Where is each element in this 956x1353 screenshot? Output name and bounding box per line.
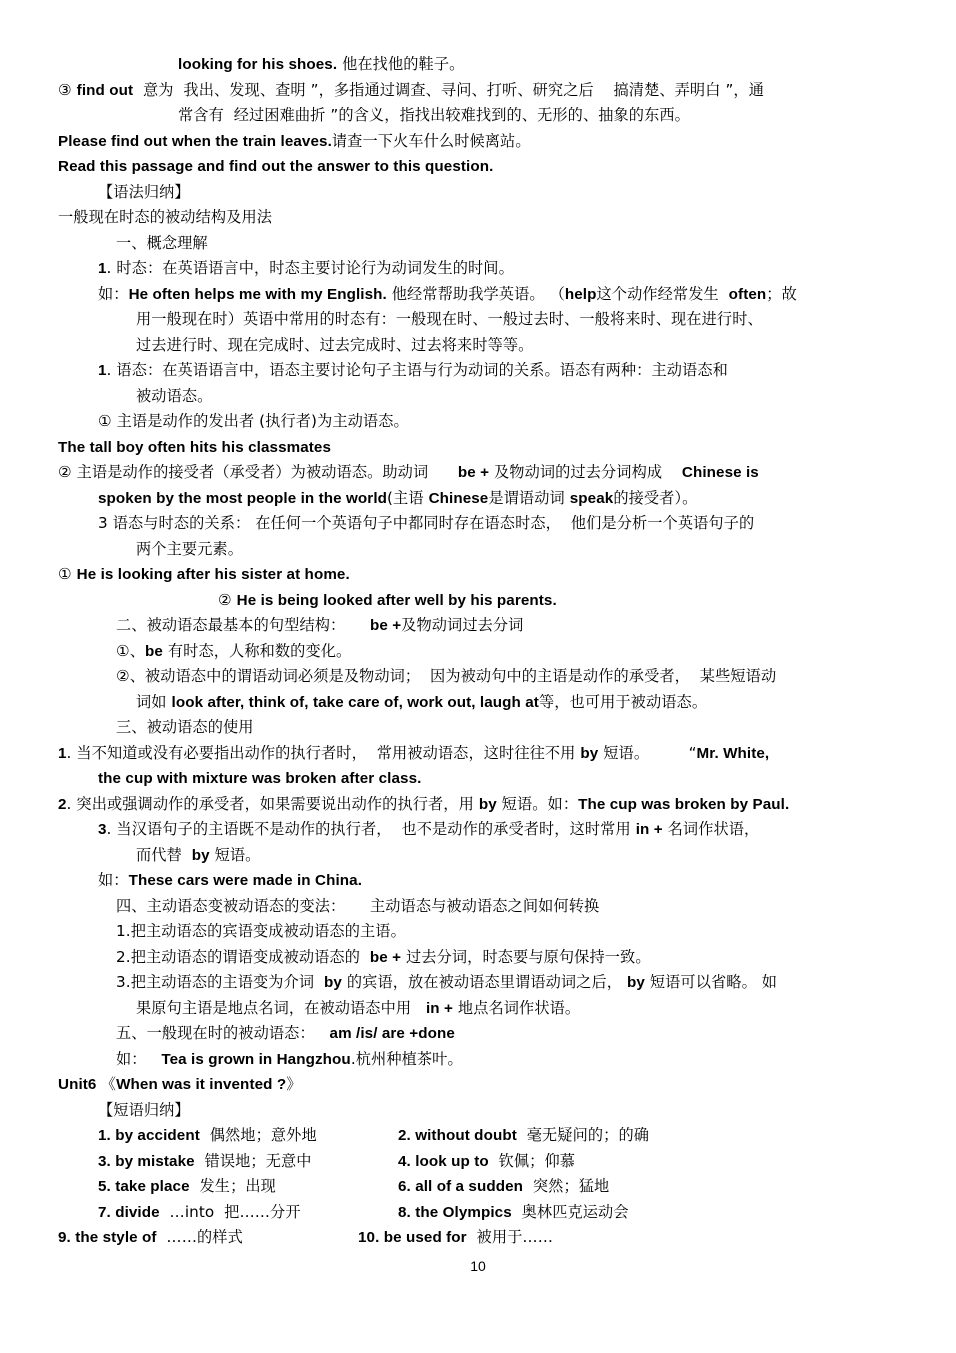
text-line — [58, 78, 910, 104]
phrase-row — [58, 1200, 910, 1226]
text-line — [58, 970, 910, 996]
text-line — [58, 766, 910, 792]
text-run: ；故 — [766, 284, 797, 303]
text-run: 1.把主动语态的宾语变成被动语态的主语。 — [116, 922, 406, 940]
phrase-list — [58, 1123, 910, 1251]
phrase-english: the style of — [75, 1229, 157, 1246]
phrase-english: by accident — [115, 1127, 200, 1144]
text-run: 【短语归纳】 — [98, 1100, 190, 1119]
text-run-bold: . — [332, 56, 338, 73]
phrase-chinese: 错误地；无意中 — [194, 1151, 312, 1170]
text-run: 的接受者）。 — [613, 488, 698, 507]
text-line — [58, 409, 910, 435]
text-run: 词如 — [136, 692, 172, 711]
text-run: 搞清楚、弄明白 ”，通 — [613, 80, 764, 99]
text-run: 【语法归纳】 — [98, 182, 190, 201]
text-line — [58, 486, 910, 512]
phrase-chinese: 被用于…… — [466, 1228, 553, 1246]
text-run-bold: Tea is grown in Hangzhou — [161, 1050, 351, 1068]
text-run-bold: 3 — [98, 821, 107, 838]
phrase-chinese: …into 把……分开 — [159, 1202, 301, 1221]
phrase-row — [58, 1174, 910, 1200]
phrase-row — [58, 1123, 910, 1149]
text-run-bold: be + — [369, 617, 402, 634]
text-line — [58, 333, 910, 359]
text-run — [367, 744, 377, 762]
text-run — [594, 81, 614, 99]
text-line — [58, 715, 910, 741]
text-run: 是谓语动词 — [488, 488, 570, 507]
text-run: ② 主语是动作的接受者（承受者）为被动语态。助动词 — [58, 463, 429, 481]
text-run-bold: often — [728, 285, 767, 303]
phrase-english: all of a sudden — [415, 1178, 524, 1195]
text-run: 意为 我出、发现、查明 ”，多指通过调查、寻问、打听、研究之后 — [133, 80, 594, 99]
text-line — [58, 741, 910, 767]
text-line — [58, 664, 910, 690]
text-run-bold: by — [626, 974, 645, 991]
text-run: 一般现在时态的被动结构及用法 — [58, 208, 273, 226]
phrase-entry-left — [58, 1149, 398, 1175]
text-run: 而代替 — [136, 845, 192, 864]
text-run — [411, 999, 426, 1017]
text-line — [58, 511, 910, 537]
text-run: 三、被动语态的使用 — [116, 718, 254, 736]
text-line — [58, 613, 910, 639]
text-run: 及物动词的过去分词构成 — [489, 463, 663, 481]
text-run: . 语态：在英语语言中，语态主要讨论句子主语与行为动词的关系。语态有两种：主动语态和 — [106, 361, 728, 379]
text-line — [58, 537, 910, 563]
text-run: ②、被动语态中的谓语动词必须是及物动词； — [116, 667, 421, 685]
phrase-row — [58, 1225, 910, 1251]
text-line — [58, 256, 910, 282]
text-run — [420, 667, 430, 685]
text-run: 也不是动作的承受者时，这时常用 — [401, 820, 636, 838]
text-run: 主动语态与被动语态之间如何转换 — [369, 896, 600, 915]
text-line — [58, 588, 910, 614]
text-run-bold: When was it invented ? — [116, 1076, 287, 1093]
text-line — [58, 919, 910, 945]
text-run-bold: Mr. White, — [696, 744, 770, 762]
text-run: 因为被动句中的主语是动作的承受者， — [430, 667, 690, 685]
phrase-number: 10. — [358, 1229, 384, 1246]
text-run: . 突出或强调动作的承受者，如果需要说出动作的执行者，用 — [66, 794, 479, 813]
text-run-bold: Unit6 — [58, 1076, 101, 1093]
text-line — [58, 435, 910, 461]
text-line — [58, 358, 910, 384]
text-run: 3 语态与时态的关系： 在任何一个英语句子中都同时存在语态时态， — [98, 514, 561, 532]
text-line — [58, 460, 910, 486]
text-line — [58, 154, 910, 180]
phrase-english: divide — [115, 1203, 160, 1221]
text-run: . 当不知道或没有必要指出动作的执行者时， — [66, 743, 367, 762]
text-run: 被动语态。 — [136, 386, 213, 405]
phrase-chinese: 毫无疑问的；的确 — [516, 1126, 650, 1144]
text-run-bold: He often helps me with my English. — [128, 285, 387, 303]
text-run: 3.把主动语态的主语变为介词 — [116, 973, 315, 991]
text-run: 名词作状语， — [662, 820, 760, 838]
text-run-bold: by — [191, 846, 210, 864]
text-run: 短语。 — [598, 743, 650, 762]
text-line — [58, 792, 910, 818]
text-line — [58, 129, 910, 155]
text-run: 过去分词，时态要与原句保持一致。 — [401, 947, 651, 966]
text-line — [58, 1021, 910, 1047]
phrase-number: 9. — [58, 1229, 76, 1246]
text-line — [58, 817, 910, 843]
text-line — [58, 52, 910, 78]
text-line — [58, 894, 910, 920]
text-line — [58, 868, 910, 894]
text-run-bold: He is being looked after well by his parents. — [236, 591, 557, 609]
text-run-bold: 1 — [58, 744, 67, 762]
text-line — [58, 996, 910, 1022]
text-run: ①、 — [116, 641, 146, 660]
text-run: 二、被动语态最基本的句型结构： — [116, 616, 346, 634]
text-line — [58, 1047, 910, 1073]
text-run-bold: in + — [425, 999, 453, 1017]
text-run: 》 — [286, 1075, 302, 1093]
phrase-chinese: ……的样式 — [156, 1228, 243, 1246]
text-run-bold: be — [145, 642, 163, 660]
text-run-bold: 2 — [58, 795, 67, 813]
text-run: 某些短语动 — [699, 667, 777, 685]
text-run: 他们是分析一个英语句子的 — [570, 514, 755, 532]
text-run: ① 主语是动作的发出者 (执行者)为主动语态。 — [98, 412, 409, 430]
text-run-bold: spoken by the most people in the world — [98, 489, 388, 507]
phrase-english: by mistake — [115, 1152, 195, 1170]
text-run: 一、概念理解 — [116, 233, 208, 252]
text-run-bold: . — [327, 132, 332, 150]
text-run: 用一般现在时）英语中常用的时态有：一般现在时、一般过去时、一般将来时、现在进行时、 — [136, 310, 763, 328]
text-line — [58, 282, 910, 308]
text-run: 四、主动语态变被动语态的变法： — [116, 896, 346, 915]
text-line — [58, 103, 910, 129]
text-run-bold: The tall boy often hits his classmates — [58, 438, 332, 456]
text-run: . 当汉语句子的主语既不是动作的执行者， — [106, 820, 392, 838]
phrase-english: look up to — [415, 1152, 489, 1170]
text-run-bold: by — [324, 974, 342, 991]
text-run — [147, 1050, 162, 1068]
text-run-bold: 1 — [98, 260, 107, 277]
text-line — [58, 843, 910, 869]
text-run: 短语可以省略。 如 — [644, 973, 778, 991]
phrase-entry-right — [398, 1200, 910, 1226]
phrase-number: 2. — [398, 1127, 416, 1144]
text-run: 他在找他的鞋子。 — [337, 55, 465, 73]
text-run: 如： — [98, 871, 129, 889]
text-run: 的宾语，放在被动语态里谓语动词之后， — [341, 973, 623, 991]
phrase-english: be used for — [383, 1229, 467, 1246]
text-line — [58, 945, 910, 971]
text-run: 这个动作经常发生 — [596, 284, 729, 303]
text-run: ② — [218, 590, 237, 609]
phrase-number: 4. — [398, 1152, 416, 1170]
text-run: 短语。 — [209, 845, 261, 864]
text-run: ③ — [58, 80, 77, 99]
text-run — [345, 897, 370, 915]
text-run: . 时态：在英语语言中，时态主要讨论行为动词发生的时间。 — [106, 259, 514, 277]
phrase-number: 3. — [98, 1152, 116, 1170]
text-run: . — [350, 1049, 356, 1068]
text-run — [561, 514, 571, 532]
text-run: (主语 — [387, 488, 429, 507]
text-run: 如： — [116, 1049, 147, 1068]
text-run-bold: Chinese is — [681, 464, 759, 481]
text-run-bold: look after, think of, take care of, work out, laugh at — [171, 693, 539, 711]
text-run: 五、一般现在时的被动语态： — [116, 1024, 315, 1042]
text-run-bold: Read this passage and find out the answer to this question. — [58, 158, 494, 175]
text-run: 短语。如： — [496, 794, 579, 813]
text-line — [58, 1072, 910, 1098]
text-line — [58, 231, 910, 257]
phrase-number: 5. — [98, 1178, 116, 1195]
text-run — [428, 463, 458, 481]
phrase-number: 6. — [398, 1178, 416, 1195]
text-run: 两个主要元素。 — [136, 539, 244, 558]
text-run-bold: in + — [635, 821, 663, 838]
text-run — [649, 744, 688, 762]
text-run: 2.把主动语态的谓语变成被动语态的 — [116, 947, 361, 966]
text-run — [360, 948, 370, 966]
text-run-bold: help — [564, 285, 597, 303]
text-run: 常含有 经过困难曲折 ”的含义，指找出较难找到的、无形的、抽象的东西。 — [178, 106, 690, 124]
text-line — [58, 690, 910, 716]
text-line — [58, 205, 910, 231]
phrase-chinese: 钦佩；仰慕 — [488, 1151, 576, 1170]
text-line — [58, 384, 910, 410]
text-run — [662, 463, 682, 481]
text-run-bold: find out — [76, 81, 134, 99]
phrase-entry-right — [398, 1149, 910, 1175]
text-run-bold: He is looking after his sister at home. — [76, 566, 350, 583]
text-line — [58, 562, 910, 588]
text-line — [58, 307, 910, 333]
text-run-bold: The cup was broken by Paul. — [578, 795, 790, 813]
text-run: 果原句主语是地点名词，在被动语态中用 — [136, 998, 412, 1017]
text-run: 等，也可用于被动语态。 — [538, 692, 708, 711]
text-run: 《 — [100, 1075, 117, 1093]
text-run: 常用被动语态，这时往往不用 — [376, 743, 581, 762]
text-run: “ — [688, 743, 697, 762]
text-run: 及物动词过去分词 — [401, 616, 524, 634]
text-run-bold: be + — [369, 948, 402, 966]
text-run-bold: These cars were made in China. — [128, 872, 363, 889]
phrase-entry-right — [398, 1123, 910, 1149]
text-run — [392, 820, 402, 838]
text-run-bold: Please find out when the train leaves — [58, 132, 328, 150]
text-line — [58, 180, 910, 206]
phrase-english: without doubt — [415, 1127, 517, 1144]
phrase-english: take place — [115, 1178, 190, 1195]
text-run: ① — [58, 565, 77, 583]
text-run — [345, 616, 370, 634]
text-run: 有时态，人称和数的变化。 — [162, 641, 352, 660]
text-run-bold: by — [478, 795, 497, 813]
phrase-entry-left — [58, 1123, 398, 1149]
phrase-number: 8. — [398, 1203, 416, 1221]
text-run: 如： — [98, 284, 129, 303]
text-run: 地点名词作状语。 — [452, 998, 581, 1017]
text-run-bold: looking for his shoes — [178, 56, 333, 73]
phrase-english: the Olympics — [415, 1203, 512, 1221]
text-run: 过去进行时、现在完成时、过去完成时、过去将来时等等。 — [136, 335, 534, 354]
phrase-chinese: 突然；猛地 — [523, 1177, 610, 1195]
text-line — [58, 1098, 910, 1124]
text-run-bold: be + — [457, 464, 490, 481]
text-run: 请查一下火车什么时候离站。 — [331, 131, 531, 150]
phrase-entry-left — [58, 1174, 398, 1200]
text-line — [58, 639, 910, 665]
phrase-chinese: 奥林匹克运动会 — [511, 1202, 629, 1221]
text-run-bold: speak — [569, 489, 614, 507]
phrase-chinese: 发生；出现 — [189, 1177, 276, 1195]
text-run-bold: am /is/ are +done — [329, 1025, 455, 1042]
phrase-chinese: 偶然地；意外地 — [199, 1126, 317, 1144]
page-number: 10 — [470, 1258, 486, 1274]
document-body — [58, 52, 910, 1251]
phrase-number: 7. — [98, 1203, 116, 1221]
phrase-number: 1. — [98, 1127, 116, 1144]
text-lines — [58, 52, 910, 1123]
text-run: 他经常帮助我学英语。 （ — [386, 284, 565, 303]
text-run-bold: Chinese — [428, 489, 489, 507]
text-run: 杭州种植茶叶。 — [355, 1049, 463, 1068]
text-run — [690, 667, 700, 685]
text-run-bold: by — [580, 744, 599, 762]
phrase-entry-left — [58, 1225, 358, 1251]
phrase-row — [58, 1149, 910, 1175]
text-run-bold: 1 — [98, 362, 107, 379]
text-run — [314, 973, 324, 991]
phrase-entry-left — [58, 1200, 398, 1226]
phrase-entry-right — [358, 1225, 910, 1251]
text-run — [315, 1024, 330, 1042]
text-run-bold: the cup with mixture was broken after class. — [98, 770, 422, 787]
phrase-entry-right — [398, 1174, 910, 1200]
